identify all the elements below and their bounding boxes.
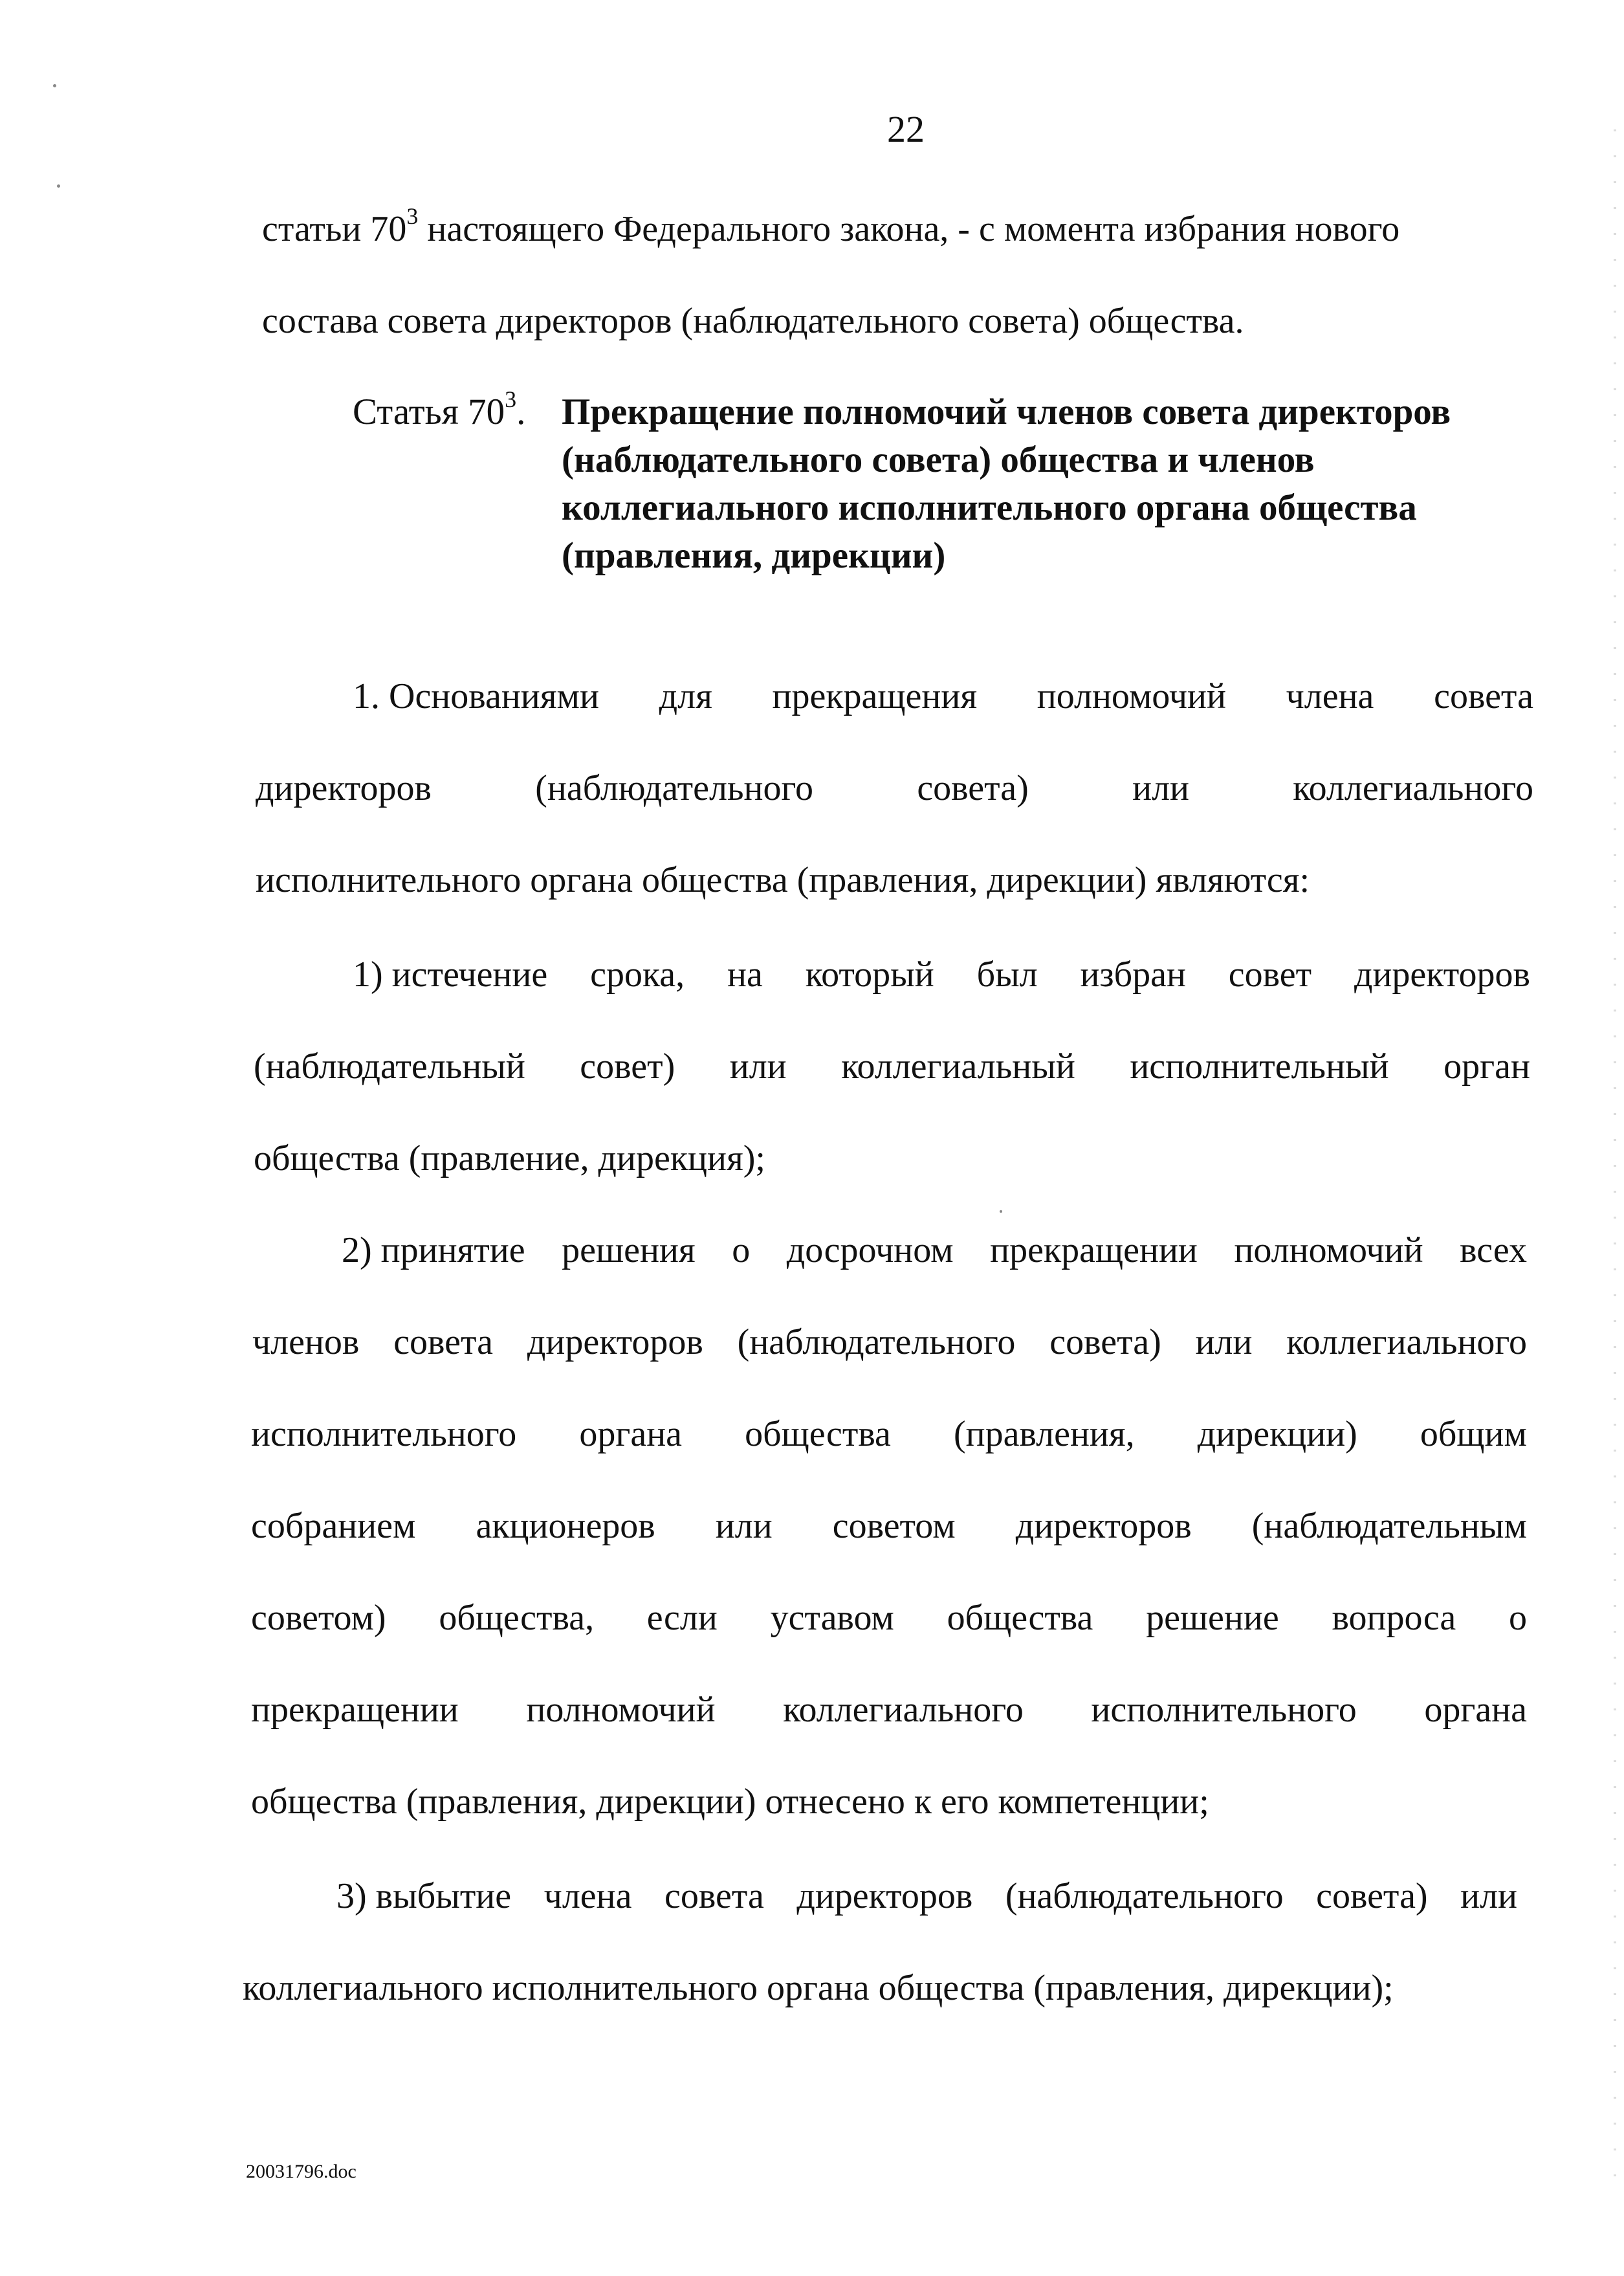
word: акционеров bbox=[476, 1506, 655, 1546]
paragraph-1-line: исполнительного органа общества (правления, дирекции) являются: bbox=[256, 860, 1310, 900]
paragraph-2-line: общества (правление, дирекция); bbox=[254, 1138, 765, 1178]
word: если bbox=[646, 1598, 718, 1638]
paragraph-2-line bbox=[254, 1043, 1530, 1090]
paragraph-2-line bbox=[353, 951, 1530, 998]
word: совета) bbox=[917, 768, 1029, 808]
paragraph-3-line bbox=[252, 1319, 1527, 1365]
word: решение bbox=[1146, 1598, 1279, 1638]
page-number: 22 bbox=[887, 108, 925, 150]
word: советом bbox=[832, 1506, 956, 1546]
word: решения bbox=[562, 1230, 696, 1270]
word: (правления, bbox=[953, 1414, 1135, 1454]
word: собранием bbox=[251, 1506, 416, 1546]
word: был bbox=[976, 955, 1038, 995]
scan-speck bbox=[57, 184, 60, 188]
paragraph-3-line bbox=[251, 1595, 1527, 1641]
word: совета bbox=[393, 1322, 494, 1362]
paragraph-3-line bbox=[251, 1686, 1527, 1733]
word: орган bbox=[1443, 1046, 1530, 1087]
word: 2) принятие bbox=[342, 1230, 525, 1270]
word: коллегиального bbox=[1293, 768, 1533, 808]
superscript: 3 bbox=[406, 203, 419, 230]
article-title-line: Прекращение полномочий членов совета директоров bbox=[562, 392, 1451, 432]
word: члена bbox=[1286, 676, 1374, 716]
word: полномочий bbox=[1234, 1230, 1423, 1270]
word: на bbox=[727, 955, 763, 995]
word: (наблюдательным bbox=[1251, 1506, 1527, 1546]
paragraph-4-line bbox=[336, 1873, 1517, 1919]
word: прекращении bbox=[990, 1230, 1198, 1270]
scan-speck bbox=[53, 84, 56, 87]
word: общества bbox=[947, 1598, 1093, 1638]
word: для bbox=[659, 676, 712, 716]
word: или bbox=[1132, 768, 1189, 808]
word: вопроса bbox=[1332, 1598, 1456, 1638]
word: всех bbox=[1460, 1230, 1527, 1270]
word: о bbox=[1509, 1598, 1527, 1638]
word: органа bbox=[1424, 1690, 1527, 1730]
word: исполнительного bbox=[251, 1414, 517, 1454]
word: директоров bbox=[1354, 955, 1530, 995]
word: (наблюдательный bbox=[254, 1046, 525, 1087]
word: прекращении bbox=[251, 1690, 459, 1730]
paragraph-4-line: коллегиального исполнительного органа общества (правления, дирекции); bbox=[243, 1968, 1394, 2008]
word: дирекции) bbox=[1197, 1414, 1357, 1454]
document-filename: 20031796.doc bbox=[246, 2161, 357, 2182]
word: 1. Основаниями bbox=[353, 676, 599, 716]
word: директоров bbox=[796, 1876, 973, 1916]
scan-speck bbox=[1000, 1210, 1002, 1213]
word: полномочий bbox=[526, 1690, 716, 1730]
paragraph-3-line: общества (правления, дирекции) отнесено к его компетенции; bbox=[251, 1782, 1209, 1822]
paragraph-3-line bbox=[251, 1411, 1527, 1457]
word: органа bbox=[579, 1414, 683, 1454]
word: совета) bbox=[1049, 1322, 1161, 1362]
word: общества bbox=[745, 1414, 891, 1454]
word: срока, bbox=[590, 955, 685, 995]
word: или bbox=[729, 1046, 787, 1087]
word: советом) bbox=[251, 1598, 386, 1638]
word: который bbox=[805, 955, 934, 995]
article-title-line: (правления, дирекции) bbox=[562, 535, 946, 576]
word: коллегиальный bbox=[841, 1046, 1075, 1087]
word: совета bbox=[1434, 676, 1533, 716]
word: директоров bbox=[256, 768, 432, 808]
word: общества, bbox=[439, 1598, 595, 1638]
word: членов bbox=[252, 1322, 360, 1362]
word: (наблюдательного bbox=[1005, 1876, 1284, 1916]
article-title-line: коллегиального исполнительного органа общества bbox=[562, 487, 1417, 528]
word: (наблюдательного bbox=[737, 1322, 1016, 1362]
word: исполнительного bbox=[1091, 1690, 1357, 1730]
word: исполнительный bbox=[1130, 1046, 1389, 1087]
word: директоров bbox=[1015, 1506, 1192, 1546]
scan-edge bbox=[1614, 129, 1616, 2200]
word: общим bbox=[1420, 1414, 1527, 1454]
paragraph-3-line bbox=[251, 1503, 1527, 1549]
word: уставом bbox=[770, 1598, 894, 1638]
word: совет) bbox=[580, 1046, 675, 1087]
article-title bbox=[562, 388, 1532, 580]
word: члена bbox=[543, 1876, 632, 1916]
article-label: Статья $70^3$. bbox=[353, 386, 526, 432]
word: (наблюдательного bbox=[535, 768, 814, 808]
word: 1) истечение bbox=[353, 955, 548, 995]
word: 3) выбытие bbox=[336, 1876, 512, 1916]
word: о bbox=[732, 1230, 751, 1270]
word: директоров bbox=[527, 1322, 703, 1362]
article-title-line: (наблюдательного совета) общества и членов bbox=[562, 439, 1315, 480]
word: избран bbox=[1080, 955, 1186, 995]
word: или bbox=[715, 1506, 773, 1546]
word: совета bbox=[664, 1876, 764, 1916]
word: коллегиального bbox=[1286, 1322, 1527, 1362]
paragraph-3-line bbox=[342, 1227, 1527, 1274]
word: или bbox=[1460, 1876, 1517, 1916]
word: или bbox=[1195, 1322, 1253, 1362]
word: коллегиального bbox=[783, 1690, 1024, 1730]
continuation-line-1: статьи $70^3$ настоящего Федерального закона, - с момента избрания нового bbox=[262, 203, 1400, 249]
word: совета) bbox=[1316, 1876, 1428, 1916]
word: полномочий bbox=[1037, 676, 1226, 716]
paragraph-1-line bbox=[353, 673, 1533, 720]
word: досрочном bbox=[786, 1230, 954, 1270]
word: совет bbox=[1228, 955, 1312, 995]
continuation-line-2: состава совета директоров (наблюдательного совета) общества. bbox=[262, 301, 1244, 341]
word: прекращения bbox=[772, 676, 978, 716]
paragraph-1-line bbox=[256, 765, 1533, 812]
